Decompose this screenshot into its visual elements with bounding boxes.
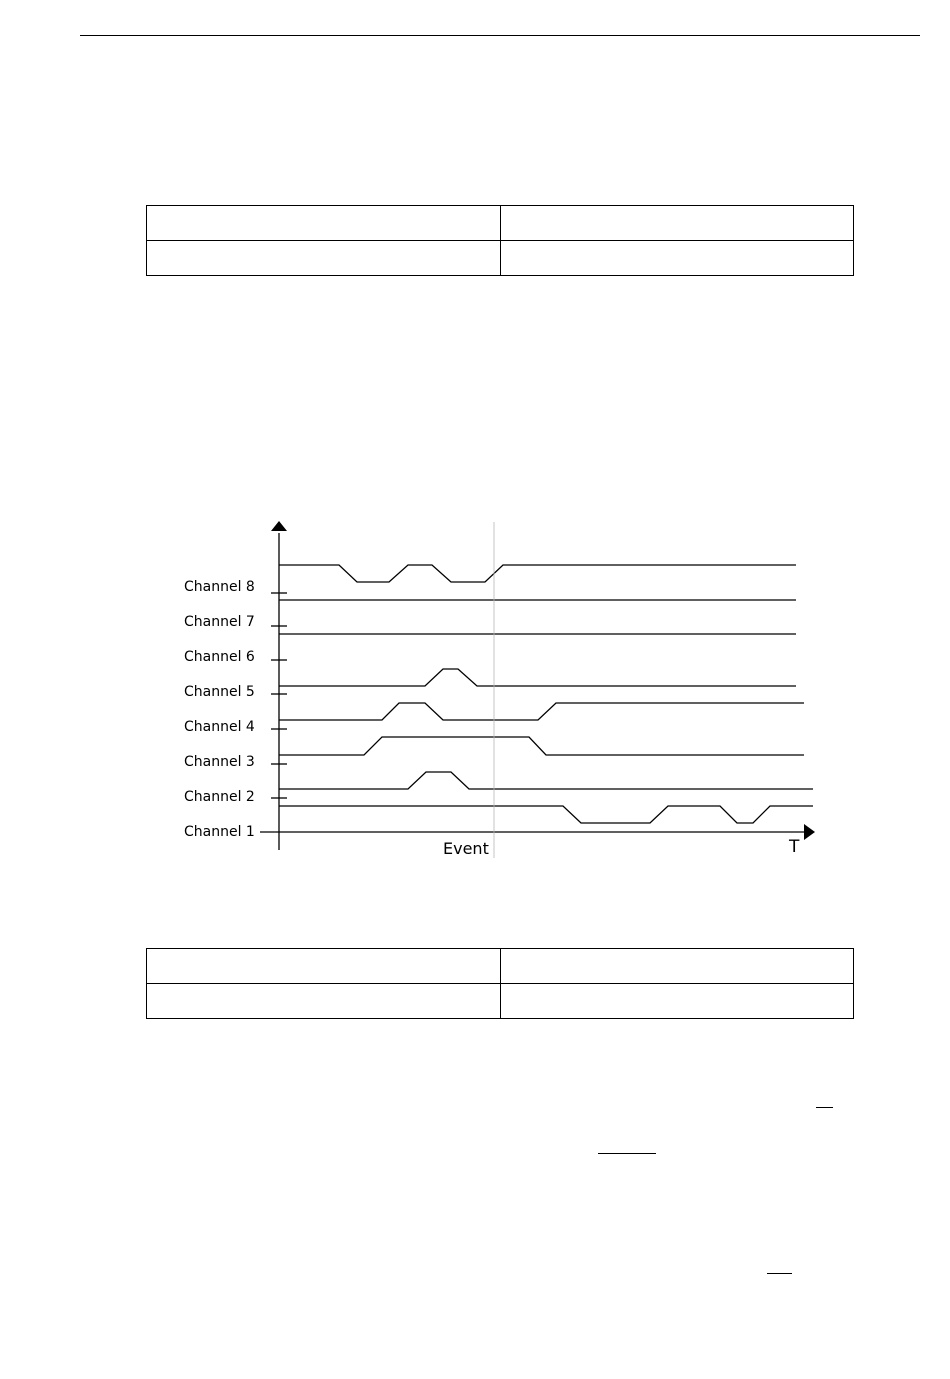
x-axis-arrowhead — [804, 824, 815, 840]
overline-mark — [816, 1107, 833, 1108]
waveform-channel-2 — [279, 772, 813, 789]
bottom-table — [146, 948, 854, 1019]
channel-labels — [184, 579, 255, 840]
label-channel-8: Channel 8 — [184, 579, 255, 595]
table-cell — [500, 984, 854, 1019]
label-channel-6: Channel 6 — [184, 649, 255, 665]
event-label: Event — [443, 839, 489, 858]
label-channel-7: Channel 7 — [184, 614, 255, 630]
waveform-channel-8 — [279, 565, 796, 582]
label-channel-3: Channel 3 — [184, 754, 255, 770]
label-channel-4: Channel 4 — [184, 719, 255, 735]
overline-mark — [598, 1153, 656, 1154]
y-axis-arrowhead — [271, 521, 287, 531]
table-row — [147, 949, 854, 984]
label-channel-5: Channel 5 — [184, 684, 255, 700]
time-axis-label: T — [789, 837, 800, 857]
waveform-channel-5 — [279, 669, 796, 686]
overline-mark — [767, 1273, 792, 1274]
table-row — [147, 984, 854, 1019]
waveform-channel-1 — [279, 806, 813, 823]
table-cell — [147, 949, 501, 984]
table-cell — [147, 984, 501, 1019]
table-cell — [500, 949, 854, 984]
waveform-channel-3 — [279, 737, 804, 755]
label-channel-2: Channel 2 — [184, 789, 255, 805]
waveform-channel-4 — [279, 703, 804, 720]
label-channel-1: Channel 1 — [184, 824, 255, 840]
